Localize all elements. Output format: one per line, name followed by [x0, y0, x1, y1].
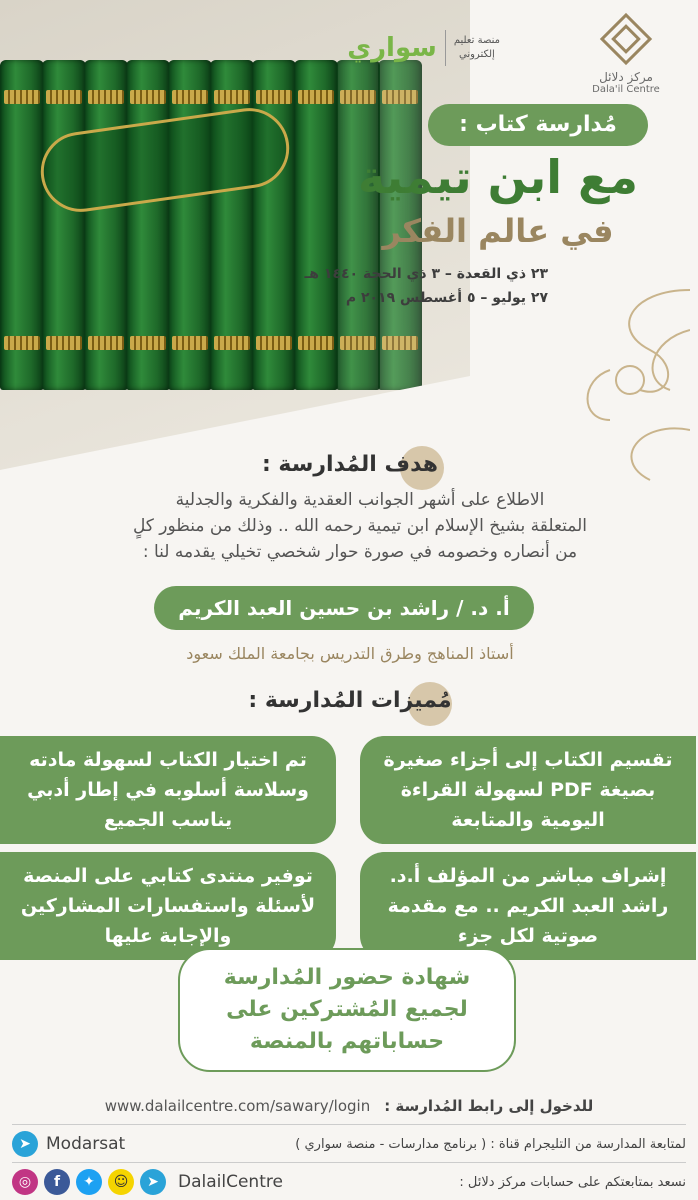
- date-gregorian: ٢٧ يوليو – ٥ أغسطس ٢٠١٩ م: [345, 290, 548, 306]
- book-spine: [0, 60, 44, 390]
- footer-divider: [12, 1162, 686, 1163]
- dalail-logo-en: Dala'il Centre: [592, 84, 660, 95]
- sawary-logo: [340, 28, 500, 68]
- telegram-handle: Modarsat: [46, 1134, 126, 1154]
- dalail-logo-ar: مركز دلائل: [599, 70, 653, 84]
- twitter-icon[interactable]: ✦: [76, 1169, 102, 1195]
- login-row: [0, 1090, 698, 1122]
- presenter-name: أ. د. / راشد بن حسين العبد الكريم: [154, 586, 534, 630]
- book-spine: [294, 60, 338, 390]
- social-handle: DalailCentre: [178, 1172, 283, 1192]
- book-spine: [84, 60, 128, 390]
- login-label: للدخول إلى رابط المُدارسة :: [384, 1097, 594, 1115]
- dalail-mark-icon: [599, 12, 653, 66]
- sawary-sub-line: إلكتروني: [458, 49, 495, 60]
- social-icons: [12, 1169, 283, 1195]
- sawary-sub-line: منصة تعليم: [453, 35, 500, 46]
- facebook-icon[interactable]: f: [44, 1169, 70, 1195]
- dalail-logo: [576, 12, 676, 95]
- feature-card: تم اختيار الكتاب لسهولة مادته وسلاسة أسلوبه في إطار أدبي يناسب الجميع: [0, 736, 336, 844]
- certificate-box: شهادة حضور المُدارسة لجميع المُشتركين على حساباتهم بالمنصة: [178, 948, 516, 1072]
- telegram-row: [0, 1128, 698, 1160]
- social-label: نسعد بمتابعتكم على حسابات مركز دلائل :: [459, 1174, 686, 1190]
- page-subtitle: في عالم الفكر: [382, 212, 614, 250]
- feature-card: توفير منتدى كتابي على المنصة لأسئلة واستفسارات المشاركين والإجابة عليها: [0, 852, 336, 960]
- telegram-label: لمتابعة المدارسة من التليجرام قناة : ( برنامج مدارسات - منصة سواري ): [295, 1136, 686, 1152]
- date-hijri: ٢٣ ذي القعدة – ٣ ذي الحجة ١٤٤٠ هـ: [304, 266, 548, 282]
- telegram-handle-group[interactable]: [12, 1131, 125, 1157]
- goal-line-2: المتعلقة بشيخ الإسلام ابن تيمية رحمه الله .. وذلك من منظور كلٍ: [132, 516, 588, 536]
- page-title: مع ابن تيمية: [358, 150, 638, 204]
- book-study-label: مُدارسة كتاب :: [428, 104, 648, 146]
- book-spine: [126, 60, 170, 390]
- snapchat-icon[interactable]: ☺: [108, 1169, 134, 1195]
- feature-card: تقسيم الكتاب إلى أجزاء صغيرة بصيغة PDF لسهولة القراءة اليومية والمتابعة: [360, 736, 696, 844]
- book-spine: [42, 60, 86, 390]
- telegram-icon[interactable]: ➤: [140, 1169, 166, 1195]
- goal-heading: [200, 452, 500, 477]
- book-spine: [168, 60, 212, 390]
- sawary-subtitle: [454, 34, 500, 62]
- ornament-swirl: [570, 270, 690, 490]
- telegram-icon: ➤: [12, 1131, 38, 1157]
- instagram-icon[interactable]: ◎: [12, 1169, 38, 1195]
- features-heading-text: مُميزات المُدارسة :: [248, 688, 452, 713]
- goal-heading-text: هدف المُدارسة :: [261, 452, 439, 477]
- feature-card: إشراف مباشر من المؤلف أ.د. راشد العبد الكريم .. مع مقدمة صوتية لكل جزء: [360, 852, 696, 960]
- goal-line-1: الاطلاع على أشهر الجوانب العقدية والفكرية والجدلية: [175, 490, 545, 510]
- login-url[interactable]: www.dalailcentre.com/sawary/login: [104, 1097, 371, 1115]
- goal-line-3: من أنصاره وخصومه في صورة حوار شخصي تخيلي يقدمه لنا :: [142, 542, 578, 562]
- sawary-brand: سواري: [347, 33, 437, 63]
- footer-divider: [12, 1124, 686, 1125]
- presenter-role: أستاذ المناهج وطرق التدريس بجامعة الملك سعود: [186, 644, 514, 663]
- social-row: [0, 1166, 698, 1198]
- features-heading: [200, 688, 500, 713]
- logo-separator: [445, 30, 446, 66]
